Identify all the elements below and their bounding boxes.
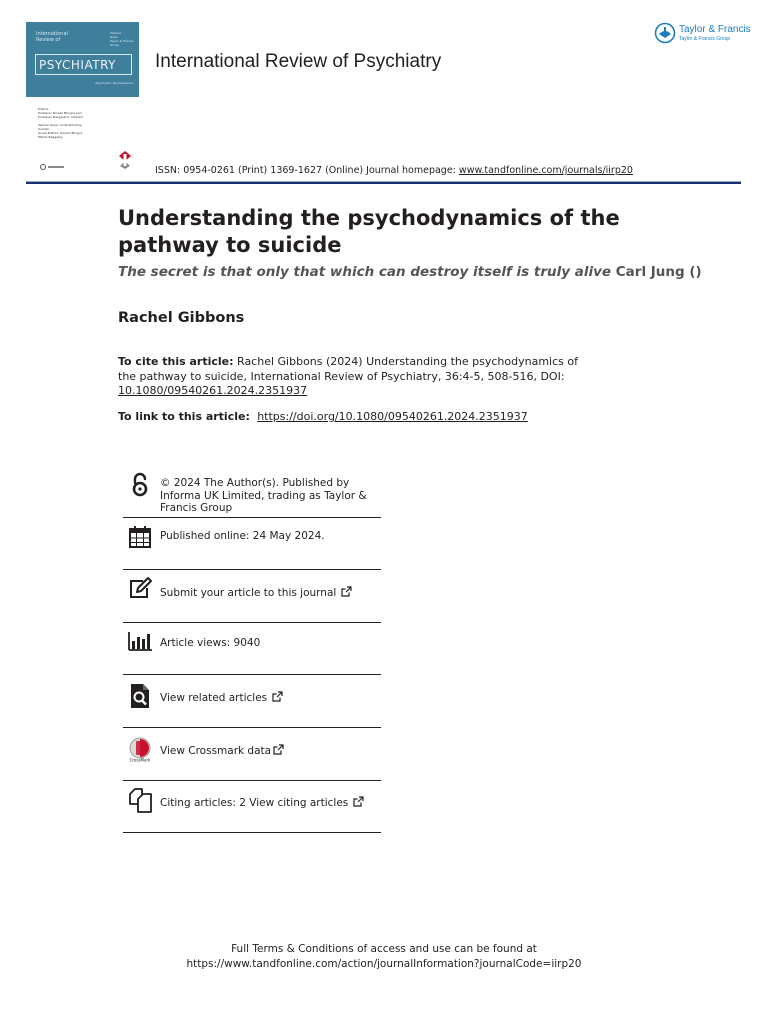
header-divider (26, 182, 741, 184)
cover-editors-info: Editors Professor Dinesh Bhugra and Professor Margaret S. Chisolm Special Issue: Understanding Suicide Guest Editors: Dinesh Bhugra Martin Baggaley (38, 107, 84, 139)
journal-title: International Review of Psychiatry (155, 51, 442, 72)
calendar-icon (127, 524, 153, 550)
published-online-text: Published online: 24 May 2024. (160, 530, 325, 542)
external-link-icon (272, 691, 283, 702)
publisher-group: Taylor & Francis Group (679, 36, 731, 42)
link-label: To link to this article: (118, 410, 254, 423)
citing-articles-text[interactable] (160, 796, 385, 810)
crossmark-emblem-icon (116, 150, 134, 170)
journal-homepage-link[interactable]: www.tandfonline.com/journals/iirp20 (458, 165, 633, 176)
author-name: Rachel Gibbons (118, 310, 245, 326)
taylor-francis-logo[interactable] (654, 22, 749, 48)
article-link-line (118, 410, 528, 423)
info-citing-articles[interactable] (123, 781, 381, 833)
crossmark-icon (127, 736, 153, 762)
cover-title-frame (35, 54, 132, 75)
info-article-views (123, 623, 381, 675)
document-search-icon (127, 683, 153, 709)
cover-publisher-logo (40, 164, 64, 170)
info-submit-article[interactable] (123, 570, 381, 623)
info-open-access (123, 468, 381, 518)
related-articles-label[interactable]: View related articles (160, 692, 268, 704)
cover-title: PSYCHIATRY (39, 58, 116, 72)
info-crossmark-data[interactable] (123, 728, 381, 781)
crossmark-data-label[interactable]: View Crossmark data (160, 745, 272, 757)
info-related-articles[interactable] (123, 675, 381, 728)
issn-line (155, 165, 633, 176)
article-doi-link[interactable]: https://doi.org/10.1080/09540261.2024.2351937 (257, 410, 528, 423)
issn-text: ISSN: 0954-0261 (Print) 1369-1627 (Online) Journal homepage: (155, 165, 459, 176)
article-title: Understanding the psychodynamics of the pathway to suicide (118, 206, 620, 257)
citing-articles-label[interactable]: Citing articles: 2 View citing articles (160, 797, 349, 809)
taylor-francis-emblem-icon (654, 22, 676, 44)
cite-doi-link[interactable]: 10.1080/09540261.2024.2351937 (118, 384, 308, 397)
cite-label: To cite this article: (118, 355, 234, 368)
submit-article-text[interactable] (160, 586, 385, 600)
related-articles-text[interactable] (160, 691, 385, 705)
cover-subtitle: Psychiatric Neuroscience (95, 81, 133, 85)
open-access-icon (127, 472, 153, 498)
cite-text: Rachel Gibbons (2024) Understanding the psychodynamics of the pathway to suicide, International Review of Psychiatry, 36:4-5, 508-516, DOI: (118, 355, 578, 383)
bar-chart-icon (127, 628, 153, 654)
publisher-name: Taylor & Francis (679, 24, 751, 35)
submit-article-label[interactable]: Submit your article to this journal (160, 587, 337, 599)
open-access-text: © 2024 The Author(s). Published by Informa UK Limited, trading as Taylor & Francis Group (160, 477, 367, 514)
journal-cover-image (26, 22, 139, 97)
cover-side-text: Volume Issue Taylor & Francis Group (110, 31, 134, 47)
info-divider (123, 832, 381, 833)
edit-icon (127, 576, 153, 602)
external-link-icon (341, 586, 352, 597)
epigraph-quote: The secret is that only that which can destroy itself is truly alive (118, 264, 612, 280)
article-views-text: Article views: 9040 (160, 637, 261, 649)
epigraph-source: Carl Jung () (611, 264, 702, 280)
external-link-icon (273, 744, 284, 755)
info-published-online (123, 518, 381, 570)
cover-journal-name: International Review of (36, 31, 68, 43)
citation (118, 355, 588, 399)
svg-text:CrossMark: CrossMark (129, 757, 151, 762)
crossmark-data-text[interactable] (160, 744, 385, 758)
terms-text: Full Terms & Conditions of access and use can be found at (231, 943, 537, 955)
epigraph (118, 264, 702, 280)
terms-url[interactable]: https://www.tandfonline.com/action/journalInformation?journalCode=iirp20 (186, 958, 582, 970)
citing-icon (127, 788, 153, 814)
external-link-icon (353, 796, 364, 807)
terms-footer (0, 942, 768, 972)
